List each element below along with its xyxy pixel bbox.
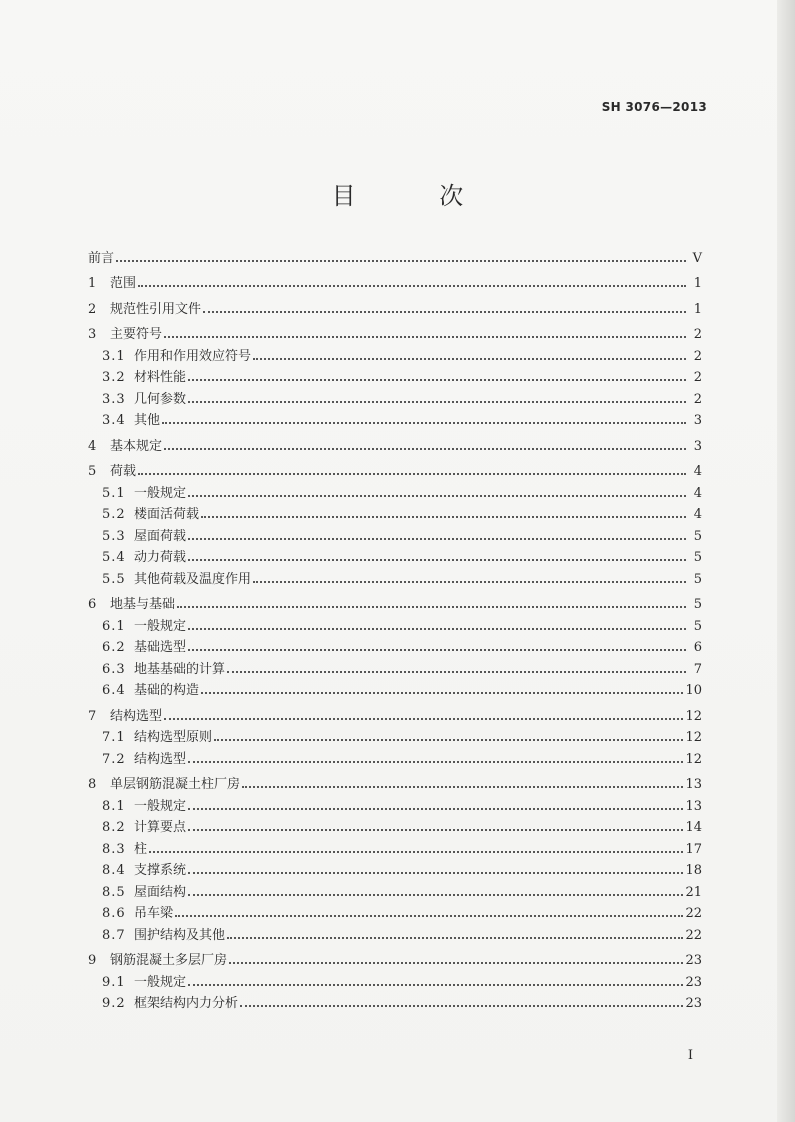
toc-entry-title: 结构选型原则 <box>134 730 213 745</box>
toc-entry-number: 7 <box>88 708 97 724</box>
toc-entry-number: 3.2 <box>102 370 126 385</box>
toc-entry-number: 7.2 <box>102 751 126 767</box>
toc-entry-page: 2 <box>693 327 702 342</box>
toc-leader-dots <box>188 828 683 831</box>
toc-entry-title: 主要符号 <box>110 327 163 342</box>
toc-entry-number: 7.1 <box>102 730 126 745</box>
toc-entry-page: 4 <box>693 507 702 522</box>
toc-entry[interactable] <box>88 407 702 429</box>
toc-entry-page: 14 <box>685 820 702 835</box>
toc-entry-page: 1 <box>693 301 702 317</box>
toc-entry-title: 计算要点 <box>134 820 187 835</box>
toc-leader-dots <box>164 447 686 450</box>
toc-entry[interactable] <box>88 501 702 523</box>
toc-entry-number: 5.5 <box>102 571 126 587</box>
toc-entry-number: 8.3 <box>102 841 126 857</box>
toc-entry-number: 3.4 <box>102 413 126 428</box>
toc-entry[interactable] <box>88 677 702 699</box>
toc-leader-dots <box>188 760 683 763</box>
toc-entry-number: 6.4 <box>102 683 126 698</box>
toc-entry[interactable] <box>88 878 702 900</box>
toc-entry[interactable] <box>88 792 702 814</box>
toc-entry-number: 8.2 <box>102 820 126 835</box>
toc-entry-page: 12 <box>685 751 702 767</box>
toc-leader-dots <box>138 472 686 475</box>
toc-entry-page: 23 <box>685 974 702 990</box>
toc-entry-page: 2 <box>693 391 702 407</box>
toc-entry-page: 5 <box>693 550 702 565</box>
toc-entry-number: 8.4 <box>102 863 126 878</box>
toc-leader-dots <box>242 785 683 788</box>
toc-entry-page: 2 <box>693 348 702 364</box>
toc-entry[interactable] <box>88 479 702 501</box>
toc-entry[interactable] <box>88 990 702 1012</box>
toc-entry-number: 6.3 <box>102 661 126 677</box>
toc-entry-title: 一般规定 <box>134 974 187 990</box>
toc-entry[interactable] <box>88 634 702 656</box>
toc-entry[interactable] <box>88 385 702 407</box>
toc-entry-page: 2 <box>693 370 702 385</box>
toc-entry-number: 5.3 <box>102 528 126 544</box>
toc-leader-dots <box>188 871 683 874</box>
toc-entry-page: 22 <box>685 906 702 921</box>
toc-entry-title: 荷载 <box>110 464 137 479</box>
toc-leader-dots <box>188 558 686 561</box>
toc-entry-title: 作用和作用效应符号 <box>134 348 252 364</box>
toc-entry[interactable] <box>88 244 702 266</box>
toc-leader-dots <box>201 515 686 518</box>
toc-entry-number: 8.5 <box>102 884 126 900</box>
toc-entry-title: 框架结构内力分析 <box>134 996 239 1011</box>
toc-entry-page: 13 <box>685 798 702 814</box>
toc-entry[interactable] <box>88 835 702 857</box>
toc-entry-number: 6 <box>88 597 97 612</box>
toc-leader-dots <box>227 670 686 673</box>
toc-entry[interactable] <box>88 655 702 677</box>
toc-entry-number: 5.1 <box>102 485 126 501</box>
toc-entry-page: V <box>692 250 702 266</box>
toc-leader-dots <box>253 580 686 583</box>
toc-entry-number: 6.1 <box>102 618 126 634</box>
toc-entry-title: 钢筋混凝土多层厂房 <box>110 953 228 968</box>
toc-leader-dots <box>188 807 683 810</box>
toc-leader-dots <box>138 284 686 287</box>
toc-entry-page: 13 <box>685 777 702 792</box>
toc-entry-number: 3.1 <box>102 348 126 364</box>
toc-entry-page: 23 <box>685 996 702 1011</box>
toc-entry[interactable] <box>88 724 702 746</box>
toc-leader-dots <box>201 691 683 694</box>
toc-entry-page: 21 <box>685 884 702 900</box>
toc-entry-number: 6.2 <box>102 640 126 655</box>
toc-entry-title: 其他 <box>134 413 161 428</box>
toc-leader-dots <box>188 627 686 630</box>
toc-entry-page: 1 <box>693 276 702 291</box>
toc-leader-dots <box>164 335 686 338</box>
toc-entry-number: 9 <box>88 953 97 968</box>
toc-entry-number: 3 <box>88 327 97 342</box>
toc-entry-title: 围护结构及其他 <box>134 927 226 943</box>
toc-entry-title: 一般规定 <box>134 485 187 501</box>
toc-entry-title: 单层钢筋混凝土柱厂房 <box>110 777 241 792</box>
toc-entry-number: 8.7 <box>102 927 126 943</box>
toc-entry[interactable] <box>88 544 702 566</box>
toc-entry-page: 4 <box>693 485 702 501</box>
toc-entry-page: 5 <box>693 618 702 634</box>
toc-entry[interactable] <box>88 921 702 943</box>
toc-leader-dots <box>188 983 683 986</box>
toc-entry[interactable] <box>88 342 702 364</box>
toc-leader-dots <box>149 850 683 853</box>
toc-entry-title: 屋面荷载 <box>134 528 187 544</box>
toc-entry-page: 18 <box>685 863 702 878</box>
toc-entry-number: 1 <box>88 276 97 291</box>
toc-leader-dots <box>227 936 683 939</box>
toc-entry-number: 3.3 <box>102 391 126 407</box>
toc-leader-dots <box>188 400 686 403</box>
toc-entry-title: 基本规定 <box>110 438 163 454</box>
toc-entry-title: 一般规定 <box>134 618 187 634</box>
toc-entry-title: 地基与基础 <box>110 597 176 612</box>
toc-leader-dots <box>188 893 683 896</box>
toc-leader-dots <box>175 914 683 917</box>
toc-leader-dots <box>229 961 683 964</box>
toc-entry[interactable] <box>88 814 702 836</box>
toc-leader-dots <box>214 738 683 741</box>
toc-entry-number: 5.4 <box>102 550 126 565</box>
toc-entry-page: 3 <box>693 438 702 454</box>
standard-code: SH 3076—2013 <box>601 100 707 114</box>
toc-entry-title: 其他荷载及温度作用 <box>134 571 252 587</box>
toc-entry[interactable] <box>88 364 702 386</box>
toc-entry[interactable] <box>88 968 702 990</box>
toc-leader-dots <box>188 648 686 651</box>
toc-entry[interactable] <box>88 612 702 634</box>
toc-entry[interactable] <box>88 522 702 544</box>
toc-leader-dots <box>188 537 686 540</box>
toc-leader-dots <box>253 357 686 360</box>
toc-entry-title: 支撑系统 <box>134 863 187 878</box>
toc-entry[interactable] <box>88 857 702 879</box>
toc-entry-title: 结构选型 <box>134 751 187 767</box>
toc-entry[interactable] <box>88 591 702 613</box>
toc-entry-title: 柱 <box>134 841 148 857</box>
toc-entry-page: 5 <box>693 597 702 612</box>
toc-entry[interactable] <box>88 947 702 969</box>
toc-entry[interactable] <box>88 771 702 793</box>
page-number: I <box>687 1048 693 1063</box>
toc-entry[interactable] <box>88 900 702 922</box>
toc-entry-number: 5.2 <box>102 507 126 522</box>
toc-entry-title: 材料性能 <box>134 370 187 385</box>
toc-entry-title: 基础选型 <box>134 640 187 655</box>
toc-entry-title: 动力荷载 <box>134 550 187 565</box>
toc-entry-page: 22 <box>685 927 702 943</box>
toc-entry-title: 范围 <box>110 276 137 291</box>
toc-entry[interactable] <box>88 702 702 724</box>
toc-entry[interactable] <box>88 565 702 587</box>
toc-entry-page: 7 <box>693 661 702 677</box>
toc-entry-page: 12 <box>685 730 702 745</box>
toc-entry-title: 基础的构造 <box>134 683 200 698</box>
toc-entry-number: 9.1 <box>102 974 126 990</box>
toc-entry-page: 23 <box>685 953 702 968</box>
toc-entry-page: 5 <box>693 528 702 544</box>
toc-entry-title: 楼面活荷载 <box>134 507 200 522</box>
toc-leader-dots <box>162 421 686 424</box>
toc-leader-dots <box>116 259 686 262</box>
toc-entry-page: 5 <box>693 571 702 587</box>
toc-entry-page: 4 <box>693 464 702 479</box>
toc-leader-dots <box>240 1004 683 1007</box>
toc-entry-page: 3 <box>693 413 702 428</box>
toc-entry-number: 8.1 <box>102 798 126 814</box>
toc-entry[interactable] <box>88 270 702 292</box>
toc-entry-number: 4 <box>88 438 97 454</box>
toc-entry[interactable] <box>88 321 702 343</box>
toc-entry[interactable] <box>88 745 702 767</box>
toc-leader-dots <box>188 378 686 381</box>
toc-leader-dots <box>164 717 683 720</box>
toc-entry-number: 2 <box>88 301 97 317</box>
toc-entry-title: 一般规定 <box>134 798 187 814</box>
toc-entry-title: 吊车梁 <box>134 906 174 921</box>
toc-entry-page: 12 <box>685 708 702 724</box>
toc-entry[interactable] <box>88 458 702 480</box>
toc-entry-title: 屋面结构 <box>134 884 187 900</box>
toc-entry-title: 规范性引用文件 <box>110 301 202 317</box>
toc-entry-page: 6 <box>693 640 702 655</box>
toc-entry[interactable] <box>88 295 702 317</box>
toc-entry[interactable] <box>88 432 702 454</box>
toc-entry-title: 结构选型 <box>110 708 163 724</box>
toc-entry-page: 17 <box>685 841 702 857</box>
toc-entry-number: 8 <box>88 777 97 792</box>
toc-entry-title: 地基基础的计算 <box>134 661 226 677</box>
toc-entry-number: 5 <box>88 464 97 479</box>
toc-entry-page: 10 <box>685 683 702 698</box>
page-title: 目 次 <box>331 182 502 210</box>
toc-entry-number: 9.2 <box>102 996 126 1011</box>
toc-leader-dots <box>203 310 686 313</box>
page-edge <box>777 0 795 1122</box>
toc-leader-dots <box>188 494 686 497</box>
toc-entry-title: 几何参数 <box>134 391 187 407</box>
toc-leader-dots <box>177 605 686 608</box>
toc-entry-number: 8.6 <box>102 906 126 921</box>
toc-entry-title: 前言 <box>88 250 115 266</box>
table-of-contents <box>88 240 702 1011</box>
